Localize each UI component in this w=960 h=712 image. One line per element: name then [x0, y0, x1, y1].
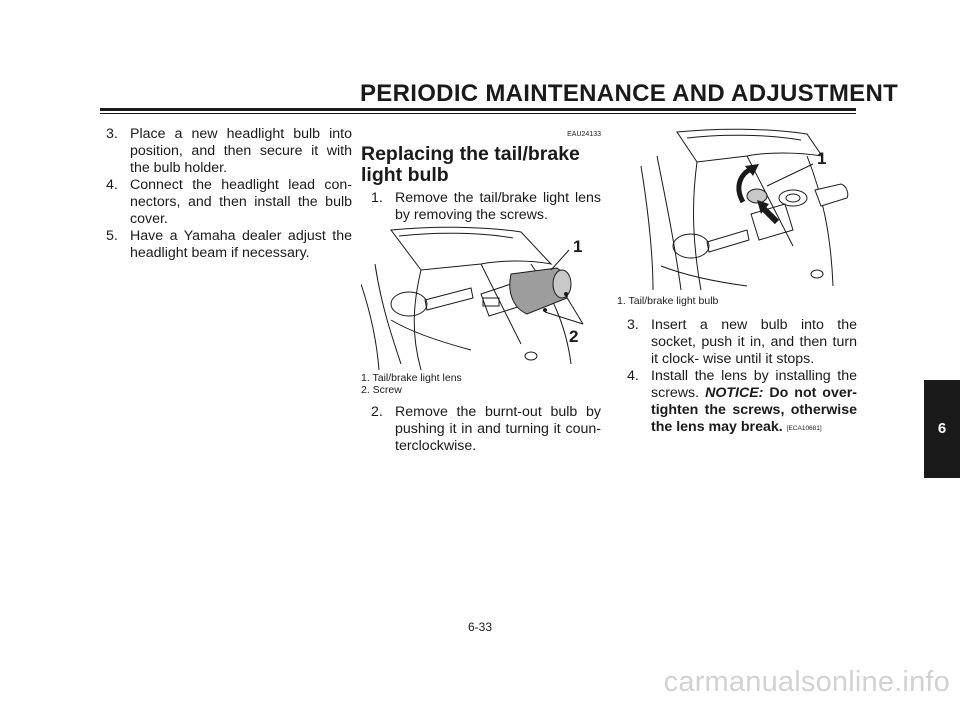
step-3-tail-light: 3. Insert a new bulb into the socket, push it in, and then turn it clock- wise until it stops. — [627, 317, 857, 367]
section-title: Replacing the tail/brake light bulb — [361, 143, 580, 186]
page-header-title: PERIODIC MAINTENANCE AND ADJUSTMENT — [360, 80, 899, 107]
callout-1: 1 — [573, 237, 583, 256]
column-3 — [617, 126, 857, 437]
column-1 — [106, 126, 352, 262]
notice-code: [ECA10681] — [786, 425, 822, 432]
step-2-tail-light: 2. Remove the burnt-out bulb by pushing it in and turning it coun- terclockwise. — [371, 404, 601, 454]
section-code: EAU24133 — [567, 131, 601, 138]
callout-1-bulb: 1 — [817, 149, 827, 168]
notice-text: Do not over- tighten the screws, otherwise the lens may break. — [651, 385, 857, 435]
column-2 — [361, 126, 601, 455]
chapter-tab: 6 — [924, 380, 960, 478]
figure-caption-bulb: 1. Tail/brake light bulb — [617, 295, 719, 307]
step-4-tail-light: 4. Install the lens by installing the screws. NOTICE: Do not over- tighten the screws, otherwise the lens may break. [ECA10681] — [627, 368, 857, 435]
notice-label: NOTICE: — [705, 385, 764, 401]
header-rule-thin — [100, 113, 856, 114]
page-number: 6-33 — [467, 620, 493, 634]
step-4-headlight: 4. Connect the headlight lead con- nectors, and then install the bulb cover. — [106, 177, 352, 227]
header-rule — [100, 108, 856, 111]
step-5-headlight: 5. Have a Yamaha dealer adjust the headlight beam if necessary. — [106, 228, 352, 261]
watermark: carmanualsonline.info — [663, 666, 950, 698]
tail-light-bulb-figure — [617, 126, 857, 292]
tail-light-lens-figure — [361, 224, 601, 372]
step-1-tail-light: 1. Remove the tail/brake light lens by removing the screws. — [371, 190, 601, 223]
figure-caption-lens: 1. Tail/brake light lens — [361, 372, 462, 384]
step-3-headlight: 3. Place a new headlight bulb into position, and then secure it with the bulb holder. — [106, 126, 352, 176]
callout-2: 2 — [569, 327, 579, 346]
figure-caption-screw: 2. Screw — [361, 384, 402, 396]
